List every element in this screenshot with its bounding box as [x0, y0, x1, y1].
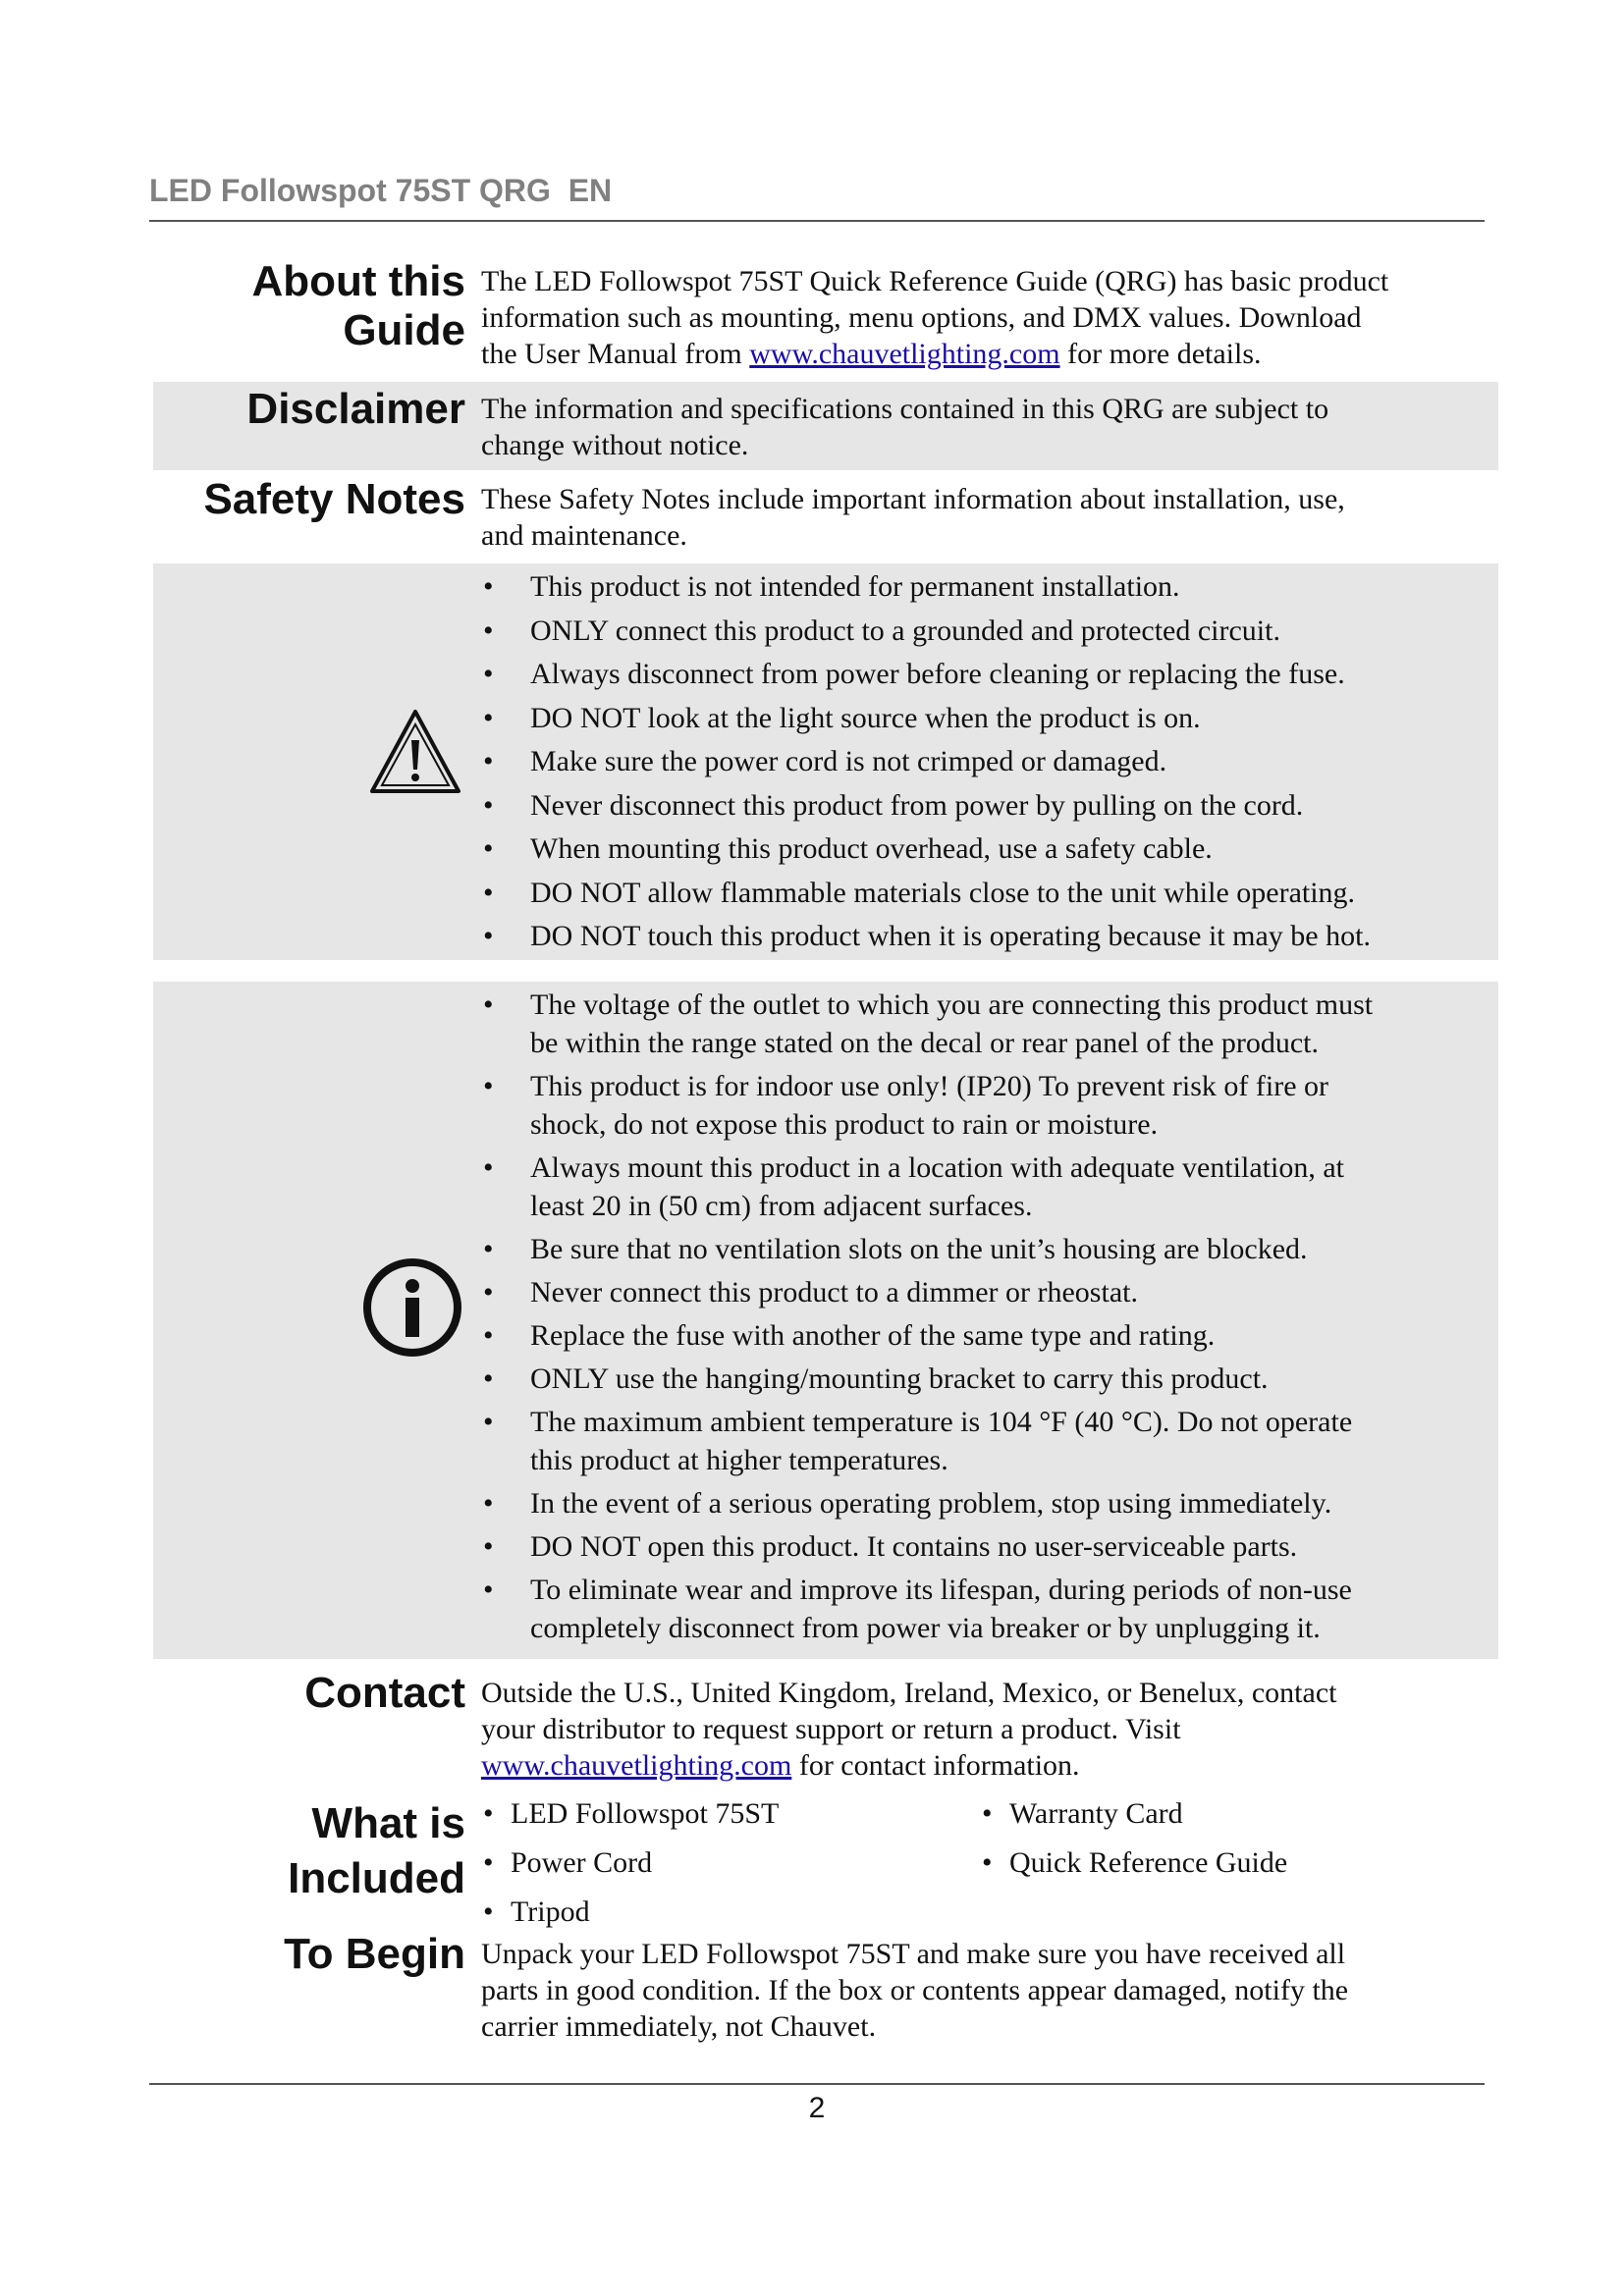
list-item: • Quick Reference Guide — [980, 1845, 1287, 1881]
list-item — [481, 1527, 1492, 1566]
list-item-line1: In the event of a serious operating problem, stop using immediately. — [530, 1487, 1332, 1520]
list-item: • Never disconnect this product from power by pulling on the cord. — [481, 786, 1492, 825]
list-item — [481, 1571, 1492, 1647]
list-item: • ONLY connect this product to a grounded and protected circuit. — [481, 612, 1492, 650]
list-item: • DO NOT look at the light source when the product is on. — [481, 699, 1492, 737]
list-item-line1: Always mount this product in a location with adequate ventilation, at — [530, 1151, 1344, 1184]
about-line2: information such as mounting, menu options, and DMX values. Download — [481, 301, 1362, 334]
begin-label: To Begin — [284, 1930, 465, 1978]
begin-line3: carrier immediately, not Chauvet. — [481, 2010, 877, 2043]
list-item — [481, 1484, 1492, 1522]
safety-intro-line1: These Safety Notes include important information about installation, use, — [481, 483, 1345, 515]
list-item: • DO NOT allow flammable materials close to the unit while operating. — [481, 874, 1492, 912]
list-item: • Warranty Card — [980, 1796, 1287, 1832]
info-circle-icon — [361, 1256, 463, 1359]
warnings-list — [481, 567, 1492, 961]
disclaimer-label: Disclaimer — [246, 385, 465, 433]
about-label — [149, 257, 465, 355]
list-item-line1: Replace the fuse with another of the same type and rating. — [530, 1319, 1216, 1352]
list-item: • When mounting this product overhead, use a safety cable. — [481, 829, 1492, 868]
list-item-line2: this product at higher temperatures. — [530, 1444, 948, 1476]
included-label-line1: What is — [311, 1799, 465, 1847]
list-item — [481, 1403, 1492, 1479]
list-item: • Power Cord — [481, 1845, 779, 1881]
list-item-line1: To eliminate wear and improve its lifespan, during periods of non-use — [530, 1574, 1352, 1606]
list-item — [481, 1148, 1492, 1225]
list-item: • LED Followspot 75ST — [481, 1796, 779, 1832]
begin-line2: parts in good condition. If the box or contents appear damaged, notify the — [481, 1974, 1349, 2006]
list-item-line2: be within the range stated on the decal or rear panel of the product. — [530, 1027, 1320, 1059]
contact-line2: your distributor to request support or return a product. Visit — [481, 1713, 1181, 1745]
list-item-line1: The maximum ambient temperature is 104 °F (40 °C). Do not operate — [530, 1406, 1353, 1438]
disclaimer-text — [481, 391, 1492, 463]
about-label-line2: Guide — [343, 306, 465, 354]
footer-divider — [149, 2083, 1485, 2085]
list-item-line1: Be sure that no ventilation slots on the unit’s housing are blocked. — [530, 1233, 1308, 1265]
list-item — [481, 1067, 1492, 1144]
list-item: • This product is not intended for permanent installation. — [481, 567, 1492, 606]
list-item-line1: This product is for indoor use only! (IP20) To prevent risk of fire or — [530, 1070, 1329, 1102]
list-item — [481, 1360, 1492, 1398]
chauvet-link-about[interactable]: www.chauvetlighting.com — [749, 338, 1060, 370]
list-item-line1: Never connect this product to a dimmer or rheostat. — [530, 1276, 1138, 1308]
included-list-col1 — [481, 1796, 779, 1944]
about-text — [481, 263, 1492, 372]
list-item-line2: least 20 in (50 cm) from adjacent surfaces. — [530, 1190, 1033, 1222]
list-item: • Make sure the power cord is not crimped or damaged. — [481, 742, 1492, 780]
list-item-line1: The voltage of the outlet to which you are connecting this product must — [530, 988, 1374, 1021]
included-label-line2: Included — [288, 1854, 465, 1902]
page-number: 2 — [808, 2092, 826, 2124]
contact-label: Contact — [304, 1669, 465, 1717]
list-item-line1: ONLY use the hanging/mounting bracket to carry this product. — [530, 1362, 1269, 1395]
warning-triangle-icon — [368, 707, 462, 797]
contact-line3-post: for contact information. — [791, 1749, 1080, 1782]
contact-line1: Outside the U.S., United Kingdom, Ireland, Mexico, or Benelux, contact — [481, 1677, 1337, 1709]
safety-intro — [481, 481, 1492, 554]
list-item-line1: DO NOT open this product. It contains no user-serviceable parts. — [530, 1530, 1298, 1563]
page-header: LED Followspot 75ST QRG EN — [149, 173, 613, 208]
list-item — [481, 986, 1492, 1062]
contact-text — [481, 1675, 1492, 1784]
included-list-col2 — [980, 1796, 1287, 1895]
list-item — [481, 1273, 1492, 1311]
begin-text — [481, 1936, 1492, 2045]
about-label-line1: About this — [251, 257, 465, 305]
chauvet-link-contact[interactable]: www.chauvetlighting.com — [481, 1749, 792, 1782]
list-item: • DO NOT touch this product when it is operating because it may be hot. — [481, 917, 1492, 955]
list-item: • Tripod — [481, 1895, 779, 1930]
begin-line1: Unpack your LED Followspot 75ST and make sure you have received all — [481, 1938, 1346, 1970]
about-line3-post: for more details. — [1059, 338, 1262, 370]
about-line1: The LED Followspot 75ST Quick Reference Guide (QRG) has basic product — [481, 265, 1389, 297]
info-list — [481, 986, 1492, 1652]
header-divider — [149, 220, 1485, 222]
safety-intro-line2: and maintenance. — [481, 519, 687, 552]
disclaimer-line2: change without notice. — [481, 429, 749, 461]
list-item-line2: shock, do not expose this product to rain or moisture. — [530, 1108, 1159, 1141]
included-label — [149, 1796, 465, 1906]
list-item-line2: completely disconnect from power via breaker or by unplugging it. — [530, 1612, 1321, 1644]
disclaimer-line1: The information and specifications contained in this QRG are subject to — [481, 393, 1329, 425]
list-item: • Always disconnect from power before cleaning or replacing the fuse. — [481, 655, 1492, 693]
list-item — [481, 1230, 1492, 1268]
safety-label: Safety Notes — [203, 475, 465, 523]
list-item — [481, 1316, 1492, 1355]
about-line3-pre: the User Manual from — [481, 338, 750, 370]
